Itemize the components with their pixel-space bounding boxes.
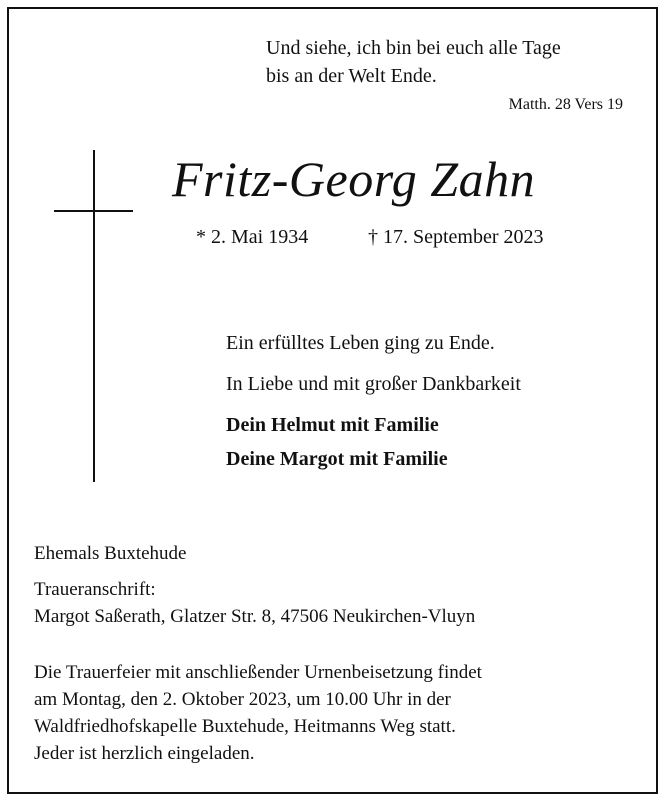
ceremony-line: Waldfriedhofskapelle Buxtehude, Heitmanns Weg statt.: [34, 716, 456, 737]
bible-verse: [266, 34, 561, 90]
ceremony-line: Jeder ist herzlich eingeladen.: [34, 743, 255, 764]
mourning-address: [34, 576, 475, 630]
signer-name: Dein Helmut mit Familie: [226, 414, 439, 436]
condolence-message: [226, 330, 521, 480]
verse-line: bis an der Welt Ende.: [266, 65, 437, 87]
address-text: Margot Saßerath, Glatzer Str. 8, 47506 Neukirchen-Vluyn: [34, 606, 476, 627]
birth-date: * 2. Mai 1934: [196, 226, 309, 248]
cross-icon: [93, 150, 95, 482]
deceased-name: Fritz-Georg Zahn: [172, 151, 536, 207]
ceremony-line: Die Trauerfeier mit anschließender Urnenbeisetzung findet: [34, 662, 482, 683]
message-line: Ein erfülltes Leben ging zu Ende.: [226, 332, 495, 354]
address-label: Traueranschrift:: [34, 579, 156, 600]
verse-line: Und siehe, ich bin bei euch alle Tage: [266, 37, 561, 59]
verse-reference: Matth. 28 Vers 19: [508, 96, 623, 113]
signer-name: Deine Margot mit Familie: [226, 448, 448, 470]
ceremony-line: am Montag, den 2. Oktober 2023, um 10.00 Uhr in der: [34, 689, 451, 710]
cross-icon-bar: [54, 210, 133, 212]
ceremony-info: [34, 659, 482, 767]
death-date: † 17. September 2023: [368, 226, 544, 248]
message-line: In Liebe und mit großer Dankbarkeit: [226, 373, 521, 395]
former-residence: Ehemals Buxtehude: [34, 543, 187, 564]
